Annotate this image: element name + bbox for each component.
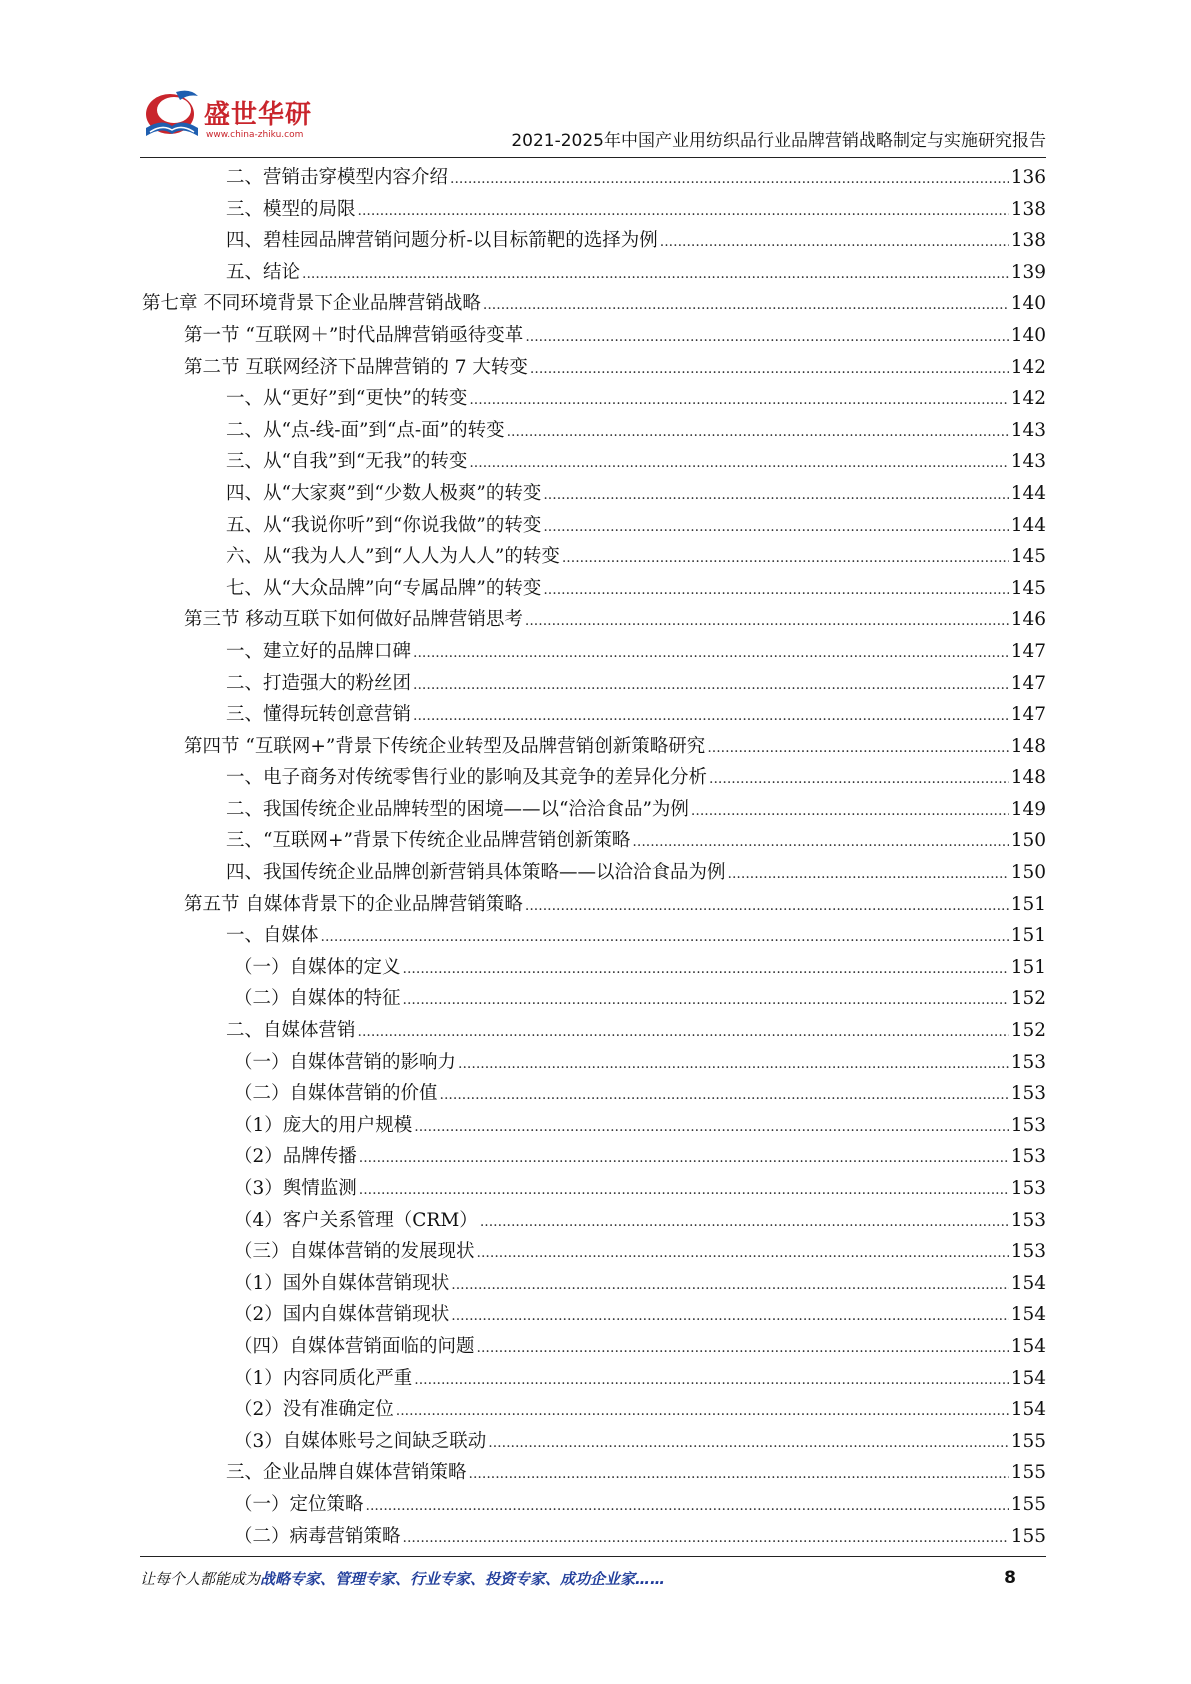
- toc-entry[interactable]: [142, 604, 1046, 636]
- toc-entry[interactable]: [142, 225, 1046, 257]
- toc-entry[interactable]: [142, 478, 1046, 510]
- toc-dot-leader: [403, 952, 1009, 986]
- toc-entry[interactable]: [142, 320, 1046, 352]
- toc-entry[interactable]: [142, 194, 1046, 226]
- toc-dot-leader: [469, 1457, 1009, 1491]
- toc-entry-title: （四）自媒体营销面临的问题: [234, 1335, 475, 1357]
- toc-entry[interactable]: [142, 1047, 1046, 1079]
- toc-dot-leader: [302, 257, 1009, 291]
- toc-dot-leader: [366, 1489, 1009, 1523]
- toc-entry-page: 153: [1010, 1146, 1046, 1168]
- toc-entry[interactable]: [142, 288, 1046, 320]
- toc-entry-title: 四、碧桂园品牌营销问题分析-以目标箭靶的选择为例: [226, 230, 658, 252]
- toc-entry-page: 154: [1010, 1367, 1046, 1389]
- toc-entry[interactable]: [142, 952, 1046, 984]
- toc-entry-page: 140: [1010, 324, 1046, 346]
- toc-dot-leader: [477, 1331, 1009, 1365]
- toc-entry-page: 136: [1010, 167, 1046, 188]
- toc-entry[interactable]: [142, 1457, 1046, 1489]
- toc-entry-title: （2）国内自媒体营销现状: [234, 1304, 450, 1326]
- toc-entry[interactable]: [142, 1331, 1046, 1363]
- toc-entry-title: （二）自媒体的特征: [234, 988, 401, 1010]
- toc-entry-page: 153: [1010, 1241, 1046, 1263]
- toc-entry-page: 142: [1010, 388, 1046, 410]
- toc-entry-page: 148: [1010, 767, 1046, 789]
- toc-entry-title: （一）自媒体的定义: [234, 956, 401, 978]
- toc-entry-page: 152: [1010, 988, 1046, 1010]
- toc-entry-title: 一、建立好的品牌口碑: [226, 640, 412, 662]
- toc-entry-title: 五、从“我说你听”到“你说我做”的转变: [226, 514, 542, 536]
- toc-entry-page: 143: [1010, 451, 1046, 473]
- toc-entry-page: 146: [1010, 609, 1046, 631]
- toc-entry-title: 第四节 “互联网+”背景下传统企业转型及品牌营销创新策略研究: [184, 735, 706, 757]
- toc-entry-page: 142: [1010, 356, 1046, 378]
- toc-entry-title: 四、我国传统企业品牌创新营销具体策略——以洽洽食品为例: [226, 862, 726, 884]
- toc-dot-leader: [525, 604, 1009, 638]
- toc-dot-leader: [358, 1015, 1009, 1049]
- toc-entry-page: 151: [1010, 893, 1046, 915]
- toc-dot-leader: [469, 446, 1008, 480]
- toc-entry-title: （1）内容同质化严重: [234, 1367, 413, 1389]
- toc-entry-page: 140: [1010, 293, 1046, 315]
- toc-entry-title: 二、打造强大的粉丝团: [226, 672, 412, 694]
- toc-entry-title: （1）国外自媒体营销现状: [234, 1272, 450, 1294]
- toc-entry-title: （二）自媒体营销的价值: [234, 1083, 438, 1105]
- toc-dot-leader: [413, 668, 1009, 702]
- toc-dot-leader: [488, 1426, 1008, 1460]
- header-divider: [140, 157, 1046, 158]
- toc-entry[interactable]: [142, 1141, 1046, 1173]
- toc-entry-title: 二、我国传统企业品牌转型的困境——以“洽洽食品”为例: [226, 798, 689, 820]
- toc-entry-page: 153: [1010, 1178, 1046, 1199]
- toc-entry[interactable]: [142, 383, 1046, 415]
- toc-entry[interactable]: [142, 257, 1046, 289]
- toc-dot-leader: [525, 889, 1009, 923]
- toc-dot-leader: [413, 636, 1009, 670]
- toc-entry-title: （三）自媒体营销的发展现状: [234, 1241, 475, 1263]
- toc-entry[interactable]: [142, 825, 1046, 857]
- toc-dot-leader: [543, 573, 1008, 607]
- toc-entry[interactable]: [142, 1489, 1046, 1521]
- toc-entry[interactable]: [142, 1394, 1046, 1426]
- toc-entry-page: 152: [1010, 1020, 1046, 1042]
- toc-entry[interactable]: [142, 415, 1046, 447]
- toc-entry-page: 154: [1010, 1272, 1046, 1294]
- toc-entry-title: 第五节 自媒体背景下的企业品牌营销策略: [184, 893, 523, 915]
- toc-dot-leader: [477, 1236, 1009, 1270]
- toc-entry-title: 三、从“自我”到“无我”的转变: [226, 451, 468, 473]
- toc-entry[interactable]: [142, 983, 1046, 1015]
- toc-dot-leader: [403, 983, 1009, 1017]
- toc-entry-title: 二、自媒体营销: [226, 1020, 356, 1042]
- toc-entry[interactable]: [142, 1299, 1046, 1331]
- toc-entry[interactable]: [142, 636, 1046, 668]
- toc-dot-leader: [450, 162, 1009, 196]
- toc-entry-page: 151: [1010, 925, 1046, 947]
- book-swoosh-icon: [140, 84, 204, 148]
- toc-entry-title: 第一节 “互联网＋”时代品牌营销亟待变革: [184, 324, 524, 346]
- toc-dot-leader: [709, 762, 1009, 796]
- toc-entry-title: 三、模型的局限: [226, 198, 356, 220]
- toc-entry-page: 154: [1010, 1304, 1046, 1326]
- toc-entry[interactable]: [142, 1363, 1046, 1395]
- toc-dot-leader: [632, 825, 1008, 859]
- toc-entry[interactable]: [142, 1426, 1046, 1458]
- toc-entry-title: （一）自媒体营销的影响力: [234, 1051, 457, 1073]
- toc-dot-leader: [507, 415, 1009, 449]
- toc-dot-leader: [707, 731, 1008, 765]
- toc-entry-title: 第七章 不同环境背景下企业品牌营销战略: [142, 293, 481, 315]
- toc-entry[interactable]: [142, 731, 1046, 763]
- toc-entry[interactable]: [142, 762, 1046, 794]
- toc-dot-leader: [660, 225, 1009, 259]
- toc-dot-leader: [543, 510, 1008, 544]
- toc-entry-title: 三、“互联网+”背景下传统企业品牌营销创新策略: [226, 830, 631, 852]
- toc-entry-page: 138: [1010, 198, 1046, 220]
- toc-entry-page: 145: [1010, 577, 1046, 599]
- toc-entry-title: （1）庞大的用户规模: [234, 1114, 413, 1136]
- toc-entry[interactable]: [142, 352, 1046, 384]
- toc-entry-page: 151: [1010, 956, 1046, 978]
- toc-dot-leader: [403, 1521, 1009, 1555]
- toc-entry-page: 144: [1010, 482, 1046, 504]
- toc-entry-page: 155: [1010, 1430, 1046, 1452]
- toc-entry-title: 三、企业品牌自媒体营销策略: [226, 1462, 467, 1484]
- toc-entry-title: （3）自媒体账号之间缺乏联动: [234, 1430, 487, 1452]
- toc-entry-page: 154: [1010, 1399, 1046, 1421]
- toc-dot-leader: [414, 1110, 1008, 1144]
- page-footer: [140, 1568, 1046, 1598]
- toc-entry-page: 153: [1010, 1209, 1046, 1231]
- toc-dot-leader: [525, 320, 1008, 354]
- toc-entry[interactable]: [142, 1110, 1046, 1142]
- toc-entry[interactable]: [142, 699, 1046, 731]
- toc-entry[interactable]: [142, 1236, 1046, 1268]
- toc-entry-page: 153: [1010, 1083, 1046, 1105]
- toc-entry-page: 155: [1010, 1525, 1046, 1547]
- toc-entry-page: 139: [1010, 261, 1046, 283]
- toc-dot-leader: [562, 541, 1009, 575]
- toc-dot-leader: [321, 920, 1009, 954]
- toc-entry-page: 155: [1010, 1462, 1046, 1484]
- logo-text: 盛世华研: [204, 100, 313, 130]
- toc-entry-title: 七、从“大众品牌”向“专属品牌”的转变: [226, 577, 542, 599]
- footer-slogan-prefix: 让每个人都能成为: [140, 1570, 261, 1588]
- toc-entry-page: 147: [1010, 704, 1046, 726]
- toc-entry[interactable]: [142, 794, 1046, 826]
- toc-entry-title: 一、从“更好”到“更快”的转变: [226, 388, 468, 410]
- toc-entry[interactable]: [142, 573, 1046, 605]
- toc-dot-leader: [440, 1078, 1009, 1112]
- toc-entry-title: 二、营销击穿模型内容介绍: [226, 167, 449, 188]
- toc-entry[interactable]: [142, 446, 1046, 478]
- toc-entry[interactable]: [142, 1015, 1046, 1047]
- toc-dot-leader: [414, 1363, 1008, 1397]
- toc-entry-title: 一、自媒体: [226, 925, 319, 947]
- toc-entry-title: 六、从“我为人人”到“人人为人人”的转变: [226, 546, 560, 568]
- toc-dot-leader: [396, 1394, 1009, 1428]
- toc-entry-page: 145: [1010, 546, 1046, 568]
- toc-dot-leader: [359, 1173, 1009, 1207]
- toc-entry-page: 144: [1010, 514, 1046, 536]
- toc-dot-leader: [451, 1268, 1008, 1302]
- toc-entry-title: 第二节 互联网经济下品牌营销的 7 大转变: [184, 356, 528, 378]
- toc-entry-title: 第三节 移动互联下如何做好品牌营销思考: [184, 609, 523, 631]
- footer-slogan-highlight: 战略专家、管理专家、行业专家、投资专家、成功企业家……: [260, 1570, 666, 1588]
- toc-entry-page: 147: [1010, 672, 1046, 694]
- toc-entry[interactable]: [142, 162, 1046, 194]
- toc-entry-page: 148: [1010, 735, 1046, 757]
- toc-entry-page: 155: [1010, 1493, 1046, 1515]
- toc-entry-title: （二）病毒营销策略: [234, 1525, 401, 1547]
- toc-dot-leader: [413, 699, 1009, 733]
- toc-entry-title: 四、从“大家爽”到“少数人极爽”的转变: [226, 482, 542, 504]
- toc-entry[interactable]: [142, 857, 1046, 889]
- toc-dot-leader: [483, 288, 1009, 322]
- toc-entry[interactable]: [142, 1078, 1046, 1110]
- toc-entry[interactable]: [142, 1173, 1046, 1205]
- toc-dot-leader: [728, 857, 1009, 891]
- toc-dot-leader: [543, 478, 1008, 512]
- toc-entry[interactable]: [142, 541, 1046, 573]
- toc-entry[interactable]: [142, 668, 1046, 700]
- footer-divider: [140, 1556, 1046, 1557]
- toc-entry-title: （4）客户关系管理（CRM）: [234, 1209, 478, 1231]
- toc-entry-title: 五、结论: [226, 261, 301, 283]
- toc-dot-leader: [469, 383, 1008, 417]
- report-title: 2021-2025年中国产业用纺织品行业品牌营销战略制定与实施研究报告: [511, 131, 1046, 151]
- toc-entry-title: （一）定位策略: [234, 1493, 364, 1515]
- toc-dot-leader: [480, 1205, 1009, 1239]
- page-number: 8: [1004, 1568, 1016, 1588]
- toc-entry[interactable]: [142, 1521, 1046, 1553]
- toc-dot-leader: [359, 1141, 1009, 1175]
- toc-entry[interactable]: [142, 510, 1046, 542]
- toc-entry-title: 一、电子商务对传统零售行业的影响及其竞争的差异化分析: [226, 767, 708, 789]
- toc-entry-page: 154: [1010, 1335, 1046, 1357]
- toc-entry-page: 147: [1010, 640, 1046, 662]
- toc-entry-page: 149: [1010, 798, 1046, 820]
- page-header: [140, 78, 1046, 154]
- toc-dot-leader: [458, 1047, 1009, 1081]
- toc-entry-title: （2）没有准确定位: [234, 1399, 394, 1421]
- toc-dot-leader: [451, 1299, 1008, 1333]
- toc-entry-page: 150: [1010, 862, 1046, 884]
- toc-entry[interactable]: [142, 1205, 1046, 1237]
- toc-entry-page: 153: [1010, 1051, 1046, 1073]
- toc-entry-title: 三、懂得玩转创意营销: [226, 704, 412, 726]
- toc-entry-page: 153: [1010, 1114, 1046, 1136]
- toc-dot-leader: [358, 194, 1009, 228]
- toc-entry-page: 143: [1010, 419, 1046, 441]
- toc-dot-leader: [691, 794, 1009, 828]
- toc-entry[interactable]: [142, 920, 1046, 952]
- toc-entry-title: 二、从“点-线-面”到“点-面”的转变: [226, 419, 505, 441]
- logo-url: www.china-zhiku.com: [206, 130, 304, 140]
- toc-dot-leader: [530, 352, 1009, 386]
- table-of-contents: [142, 162, 1046, 1552]
- toc-entry-page: 150: [1010, 830, 1046, 852]
- toc-entry-title: （3）舆情监测: [234, 1178, 357, 1199]
- toc-entry[interactable]: [142, 1268, 1046, 1300]
- company-logo: [140, 84, 370, 150]
- toc-entry-title: （2）品牌传播: [234, 1146, 357, 1168]
- toc-entry[interactable]: [142, 889, 1046, 921]
- toc-entry-page: 138: [1010, 230, 1046, 252]
